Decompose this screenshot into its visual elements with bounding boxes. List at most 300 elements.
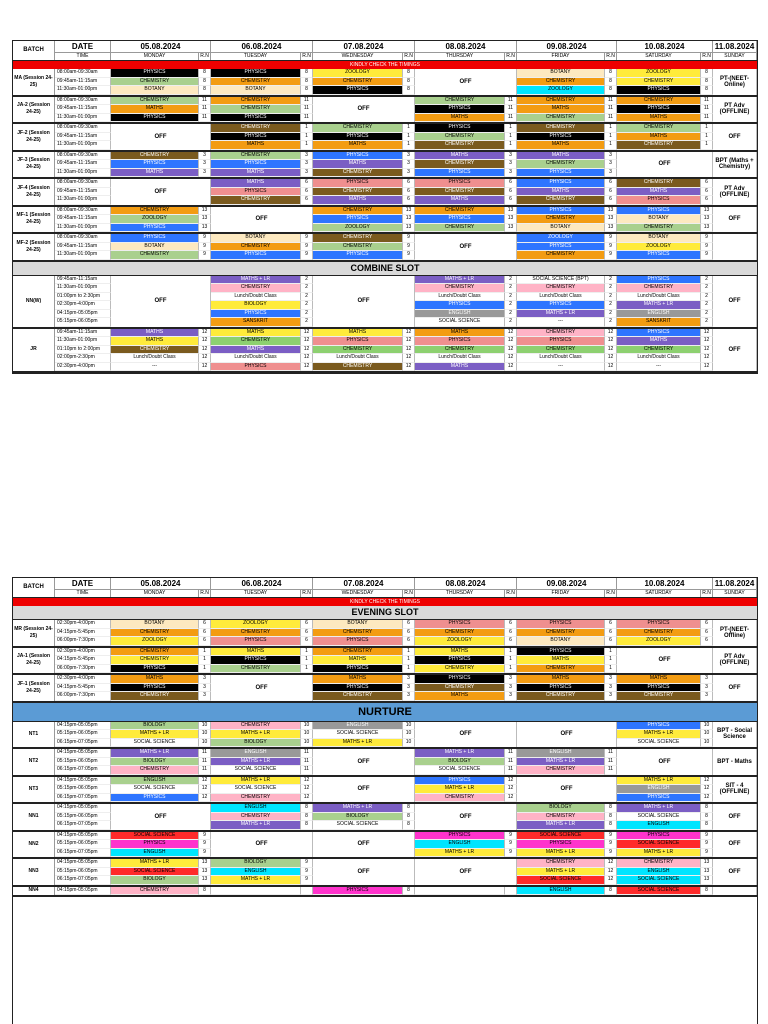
room-number: 2 (701, 301, 713, 310)
subject-cell: Lunch/Doubt Class (517, 354, 605, 363)
room-number: 3 (605, 169, 617, 178)
room-number: 12 (199, 785, 211, 794)
room-number: 12 (301, 777, 313, 786)
room-number: 13 (701, 224, 713, 233)
subject-cell: CHEMISTRY (211, 813, 301, 822)
subject-cell: ZOOLOGY (415, 637, 505, 646)
room-number: 3 (701, 675, 713, 684)
room-number: 6 (605, 179, 617, 188)
subject-cell: ENGLISH (415, 840, 505, 849)
date-4: 09.08.2024 (517, 578, 617, 590)
room-number: 3 (199, 675, 211, 684)
subject-cell: PHYSICS (211, 363, 301, 372)
room-number: 11 (199, 97, 211, 106)
subject-cell: PHYSICS (415, 675, 505, 684)
sunday-cell: PT Adv (OFFLINE) (713, 179, 757, 205)
subject-cell: PHYSICS (415, 832, 505, 841)
subject-cell: PHYSICS (313, 251, 403, 260)
subject-cell: SOCIAL SCIENCE (617, 840, 701, 849)
day-3: THURSDAY (415, 590, 505, 597)
subject-cell: PHYSICS (313, 133, 403, 142)
subject-cell: PHYSICS (617, 196, 701, 205)
room-number: 12 (701, 354, 713, 363)
time-slot: 02:30pm-4:00pm (55, 363, 111, 372)
subject-cell: MATHS + LR (517, 821, 605, 830)
rn-header: R.N (403, 590, 415, 597)
room-number: 6 (701, 188, 713, 197)
subject-cell: MATHS (211, 169, 301, 178)
room-number: 10 (301, 730, 313, 739)
subject-cell: CHEMISTRY (517, 284, 605, 293)
batch-group (13, 97, 757, 125)
date-5: 10.08.2024 (617, 578, 713, 590)
sunday-cell (713, 234, 757, 260)
room-number: 11 (505, 766, 517, 775)
subject-cell: ZOOLOGY (617, 243, 701, 252)
room-number: 11 (301, 105, 313, 114)
room-number: 1 (301, 648, 313, 657)
room-number: 13 (199, 207, 211, 216)
time-slot: 06:15pm-07:05pm (55, 876, 111, 885)
subject-cell: PHYSICS (617, 722, 701, 731)
subject-cell: CHEMISTRY (415, 224, 505, 233)
day-6: SUNDAY (713, 53, 757, 60)
batch-name: JF-1 (Session 24-25) (13, 675, 55, 701)
room-number: 1 (605, 124, 617, 133)
batch-group (13, 749, 757, 777)
time-header: TIME (55, 53, 111, 60)
subject-cell: PHYSICS (211, 310, 301, 319)
room-number: 6 (403, 637, 415, 646)
subject-cell: MATHS (617, 337, 701, 346)
batch-name: NN1 (13, 804, 55, 830)
subject-cell: MATHS + LR (313, 804, 403, 813)
room-number: 10 (199, 730, 211, 739)
batch-group (13, 207, 757, 235)
subject-cell (211, 887, 301, 896)
date-4: 09.08.2024 (517, 41, 617, 53)
subject-cell: CHEMISTRY (111, 629, 199, 638)
subject-cell: CHEMISTRY (211, 665, 301, 674)
subject-cell: PHYSICS (617, 684, 701, 693)
subject-cell: MATHS + LR (517, 310, 605, 319)
room-number: 8 (701, 821, 713, 830)
room-number: 6 (199, 637, 211, 646)
room-number: 12 (701, 777, 713, 786)
time-slot: 06:00pm-7:30pm (55, 692, 111, 701)
subject-cell: CHEMISTRY (313, 363, 403, 372)
sunday-cell: SIT - 4 (OFFLINE) (713, 777, 757, 803)
room-number: 8 (301, 78, 313, 87)
room-number: 11 (605, 766, 617, 775)
subject-cell: MATHS (111, 329, 199, 338)
room-number: 3 (701, 684, 713, 693)
batch-name: NT3 (13, 777, 55, 803)
subject-cell: Lunch/Doubt Class (211, 293, 301, 302)
batch-group (13, 832, 757, 860)
room-number: 12 (403, 329, 415, 338)
subject-cell: PHYSICS (617, 207, 701, 216)
subject-cell: PHYSICS (415, 301, 505, 310)
batch-name: NN(W) (13, 276, 55, 327)
room-number: 1 (505, 133, 517, 142)
date-header: DATE (55, 41, 111, 53)
room-number: 12 (301, 337, 313, 346)
subject-cell: CHEMISTRY (415, 188, 505, 197)
batch-name: NT1 (13, 722, 55, 748)
room-number: 8 (605, 78, 617, 87)
date-2: 07.08.2024 (313, 41, 415, 53)
room-number: 8 (301, 86, 313, 95)
room-number: 6 (505, 620, 517, 629)
room-number: 12 (301, 363, 313, 372)
sunday-cell: BPT (Maths + Chemistry) (713, 152, 757, 178)
room-number: 9 (605, 243, 617, 252)
room-number: 1 (605, 141, 617, 150)
room-number: 13 (605, 224, 617, 233)
room-number: 8 (701, 813, 713, 822)
room-number: 13 (701, 215, 713, 224)
off-cell: OFF (517, 777, 617, 803)
room-number: 9 (505, 849, 517, 858)
batch-group (13, 179, 757, 207)
room-number: 8 (403, 804, 415, 813)
room-number: 2 (301, 318, 313, 327)
subject-cell: MATHS + LR (111, 749, 199, 758)
room-number: 12 (605, 868, 617, 877)
subject-cell: CHEMISTRY (517, 97, 605, 106)
subject-cell: MATHS (211, 141, 301, 150)
room-number: 9 (701, 243, 713, 252)
room-number: 11 (505, 97, 517, 106)
room-number: 6 (505, 637, 517, 646)
time-slot: 01:10pm to 2:00pm (55, 346, 111, 355)
subject-cell: CHEMISTRY (111, 692, 199, 701)
subject-cell: ENGLISH (415, 310, 505, 319)
rn-header: R.N (605, 53, 617, 60)
room-number: 6 (701, 629, 713, 638)
subject-cell: BIOLOGY (313, 813, 403, 822)
subject-cell: PHYSICS (415, 169, 505, 178)
subject-cell: CHEMISTRY (211, 196, 301, 205)
date-5: 10.08.2024 (617, 41, 713, 53)
subject-cell: MATHS (517, 141, 605, 150)
room-number: 9 (301, 876, 313, 885)
room-number: 13 (199, 868, 211, 877)
room-number: 1 (403, 141, 415, 150)
subject-cell: ENGLISH (617, 821, 701, 830)
subject-cell: BIOLOGY (211, 739, 301, 748)
timetable-sheet-evening (12, 577, 758, 1024)
subject-cell: PHYSICS (617, 329, 701, 338)
room-number: 3 (505, 692, 517, 701)
room-number: 11 (605, 758, 617, 767)
subject-cell: CHEMISTRY (211, 124, 301, 133)
batch-group (13, 859, 757, 887)
room-number: 9 (505, 840, 517, 849)
subject-cell: Lunch/Doubt Class (415, 354, 505, 363)
subject-cell: CHEMISTRY (617, 78, 701, 87)
subject-cell: MATHS + LR (517, 849, 605, 858)
sunday-cell: BPT - Maths (713, 749, 757, 775)
subject-cell: ZOOLOGY (111, 215, 199, 224)
room-number: 9 (701, 832, 713, 841)
room-number: 2 (505, 293, 517, 302)
room-number: 11 (505, 758, 517, 767)
room-number: 1 (403, 665, 415, 674)
header-row (13, 41, 757, 61)
time-slot: 06:15pm-07:05pm (55, 766, 111, 775)
time-slot: 05:15pm-06:05pm (55, 813, 111, 822)
room-number: 6 (199, 620, 211, 629)
subject-cell: CHEMISTRY (415, 665, 505, 674)
subject-cell: BIOLOGY (111, 876, 199, 885)
room-number: 10 (403, 722, 415, 731)
subject-cell: PHYSICS (617, 276, 701, 285)
room-number: 11 (199, 758, 211, 767)
room-number: 8 (301, 821, 313, 830)
subject-cell: ZOOLOGY (313, 69, 403, 78)
room-number: 12 (505, 777, 517, 786)
room-number: 9 (701, 849, 713, 858)
subject-cell: SOCIAL SCIENCE (111, 739, 199, 748)
room-number: 11 (301, 114, 313, 123)
off-cell: OFF (111, 276, 211, 327)
time-slot: 05:15pm-06:05pm (55, 730, 111, 739)
subject-cell: --- (517, 363, 605, 372)
room-number: 9 (605, 251, 617, 260)
subject-cell: CHEMISTRY (211, 78, 301, 87)
off-cell: OFF (617, 749, 713, 775)
batch-group (13, 777, 757, 805)
room-number: 2 (505, 318, 517, 327)
subject-cell: MATHS (313, 656, 403, 665)
room-number: 6 (605, 188, 617, 197)
subject-cell: MATHS (211, 346, 301, 355)
room-number: 10 (403, 739, 415, 748)
room-number: 8 (403, 813, 415, 822)
room-number: 6 (701, 196, 713, 205)
subject-cell: PHYSICS (211, 69, 301, 78)
time-slot: 05:15pm-06:05pm (55, 785, 111, 794)
room-number: 6 (403, 188, 415, 197)
room-number: 12 (199, 794, 211, 803)
room-number: 8 (199, 86, 211, 95)
room-number: 1 (301, 665, 313, 674)
time-slot: 02:30pm-4:00pm (55, 675, 111, 684)
off-cell: OFF (313, 832, 415, 858)
room-number: 6 (701, 620, 713, 629)
batch-group (13, 124, 757, 152)
room-number: 9 (301, 859, 313, 868)
room-number: 6 (605, 620, 617, 629)
room-number: 12 (505, 329, 517, 338)
evening-slot-heading: EVENING SLOT (13, 606, 757, 620)
room-number: 9 (701, 234, 713, 243)
subject-cell: CHEMISTRY (313, 207, 403, 216)
room-number: 11 (605, 749, 617, 758)
subject-cell: PHYSICS (617, 105, 701, 114)
room-number: 12 (701, 329, 713, 338)
subject-cell: --- (517, 318, 605, 327)
subject-cell: BOTANY (313, 620, 403, 629)
subject-cell: CHEMISTRY (111, 207, 199, 216)
day-4: FRIDAY (517, 53, 605, 60)
room-number: 10 (301, 739, 313, 748)
subject-cell: PHYSICS (517, 243, 605, 252)
room-number: 11 (701, 114, 713, 123)
room-number: 2 (701, 293, 713, 302)
room-number: 12 (505, 354, 517, 363)
room-number: 2 (701, 276, 713, 285)
subject-cell: CHEMISTRY (517, 251, 605, 260)
day-5: SATURDAY (617, 590, 701, 597)
room-number: 11 (505, 114, 517, 123)
room-number: 3 (403, 692, 415, 701)
room-number: 6 (505, 196, 517, 205)
room-number: 8 (403, 86, 415, 95)
room-number: 8 (701, 804, 713, 813)
subject-cell: PHYSICS (617, 620, 701, 629)
room-number: 12 (403, 354, 415, 363)
room-number: 12 (301, 346, 313, 355)
room-number: 3 (403, 152, 415, 161)
room-number: 11 (505, 749, 517, 758)
room-number: 1 (701, 141, 713, 150)
room-number: 13 (199, 876, 211, 885)
subject-cell: MATHS (211, 329, 301, 338)
room-number: 9 (701, 251, 713, 260)
room-number: 8 (605, 804, 617, 813)
subject-cell: SOCIAL SCIENCE (111, 832, 199, 841)
room-number: 9 (301, 243, 313, 252)
room-number: 8 (301, 69, 313, 78)
subject-cell: PHYSICS (111, 114, 199, 123)
off-cell: OFF (211, 832, 313, 858)
subject-cell: MATHS (617, 188, 701, 197)
subject-cell: SOCIAL SCIENCE (111, 785, 199, 794)
time-slot: 04:15pm-05:05pm (55, 722, 111, 731)
subject-cell: MATHS + LR (517, 758, 605, 767)
subject-cell: PHYSICS (415, 620, 505, 629)
off-cell: OFF (617, 648, 713, 674)
sunday-cell: PT-(NEET-Online) (713, 69, 757, 95)
subject-cell: Lunch/Doubt Class (517, 293, 605, 302)
room-number: 12 (199, 354, 211, 363)
time-slot: 11:30am-01:00pm (55, 141, 111, 150)
room-number: 8 (403, 887, 415, 896)
room-number: 8 (605, 69, 617, 78)
subject-cell: MATHS (617, 114, 701, 123)
time-slot: 11:30am-01:00pm (55, 251, 111, 260)
room-number: 12 (605, 337, 617, 346)
room-number: 8 (403, 78, 415, 87)
time-slot: 05:15pm-06:05pm (55, 318, 111, 327)
room-number: 2 (605, 284, 617, 293)
room-number: 12 (199, 337, 211, 346)
time-slot: 02:00pm-2:30pm (55, 354, 111, 363)
room-number: 8 (701, 86, 713, 95)
room-number: 13 (505, 207, 517, 216)
batch-name: JF-3 (Session 24-25) (13, 152, 55, 178)
subject-cell: MATHS (211, 179, 301, 188)
subject-cell: MATHS + LR (111, 730, 199, 739)
subject-cell: ZOOLOGY (211, 620, 301, 629)
room-number: 6 (605, 637, 617, 646)
subject-cell: MATHS + LR (313, 739, 403, 748)
room-number: 1 (605, 133, 617, 142)
subject-cell: MATHS + LR (415, 785, 505, 794)
subject-cell: MATHS + LR (415, 276, 505, 285)
batch-group (13, 234, 757, 262)
subject-cell: CHEMISTRY (111, 152, 199, 161)
kindly-check-banner: KINDLY CHECK THE TIMINGS (13, 598, 757, 606)
subject-cell: PHYSICS (313, 179, 403, 188)
subject-cell: BOTANY (617, 215, 701, 224)
room-number: 2 (505, 301, 517, 310)
subject-cell: SOCIAL SCIENCE (415, 766, 505, 775)
subject-cell: MATHS (111, 675, 199, 684)
day-0: MONDAY (111, 590, 199, 597)
day-3: THURSDAY (415, 53, 505, 60)
subject-cell: ENGLISH (111, 849, 199, 858)
kindly-check-banner: KINDLY CHECK THE TIMINGS (13, 61, 757, 69)
room-number: 8 (199, 78, 211, 87)
subject-cell: MATHS (415, 329, 505, 338)
room-number: 11 (505, 105, 517, 114)
day-1: TUESDAY (211, 53, 301, 60)
subject-cell: PHYSICS (415, 337, 505, 346)
nurture-heading: NURTURE (13, 703, 757, 722)
room-number: 13 (403, 207, 415, 216)
subject-cell: PHYSICS (415, 777, 505, 786)
room-number: 1 (301, 656, 313, 665)
subject-cell: CHEMISTRY (415, 207, 505, 216)
room-number: 10 (701, 739, 713, 748)
room-number: 3 (199, 152, 211, 161)
subject-cell: MATHS + LR (617, 730, 701, 739)
subject-cell: CHEMISTRY (617, 629, 701, 638)
subject-cell: BIOLOGY (211, 301, 301, 310)
subject-cell: PHYSICS (211, 160, 301, 169)
date-6: 11.08.2024 (713, 578, 757, 590)
subject-cell: CHEMISTRY (111, 648, 199, 657)
subject-cell: PHYSICS (111, 69, 199, 78)
room-number: 11 (199, 749, 211, 758)
time-slot: 02:30pm-4:00pm (55, 301, 111, 310)
room-number: 6 (301, 188, 313, 197)
room-number: 6 (505, 179, 517, 188)
subject-cell: PHYSICS (111, 840, 199, 849)
room-number: 13 (701, 868, 713, 877)
room-number: 12 (301, 794, 313, 803)
sunday-cell: OFF (713, 804, 757, 830)
batch-name: JR (13, 329, 55, 372)
subject-cell: PHYSICS (517, 169, 605, 178)
subject-cell: CHEMISTRY (517, 813, 605, 822)
room-number: 2 (301, 301, 313, 310)
subject-cell: MATHS (111, 169, 199, 178)
subject-cell: Lunch/Doubt Class (415, 293, 505, 302)
off-cell: OFF (415, 859, 517, 885)
subject-cell: CHEMISTRY (211, 337, 301, 346)
room-number: 6 (403, 629, 415, 638)
date-2: 07.08.2024 (313, 578, 415, 590)
batch-group (13, 675, 757, 703)
subject-cell: PHYSICS (211, 656, 301, 665)
room-number: 3 (199, 684, 211, 693)
room-number: 12 (403, 363, 415, 372)
